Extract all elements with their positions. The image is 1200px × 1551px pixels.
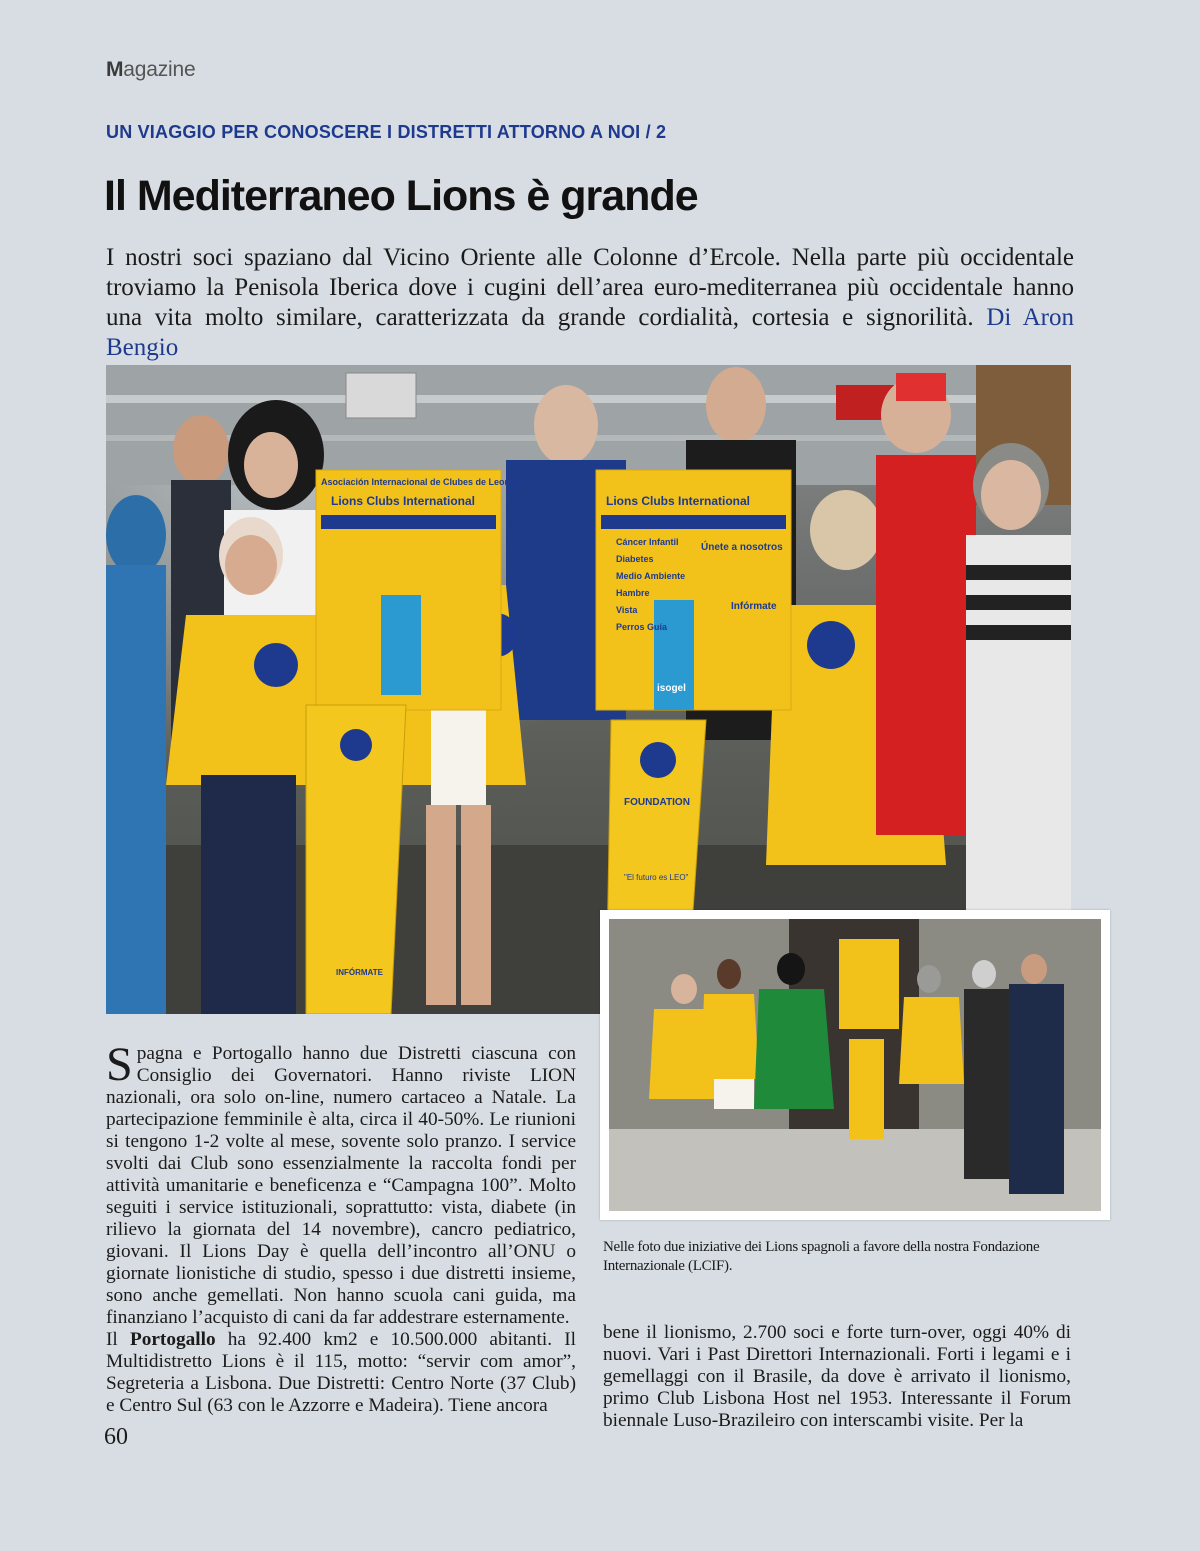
body-paragraph-2-prefix: Il [106,1329,130,1350]
banner-association-text: Asociación Internacional de Clubes de Leones [321,477,521,487]
banner-item-1: Cáncer Infantil [616,537,679,547]
body-paragraph-2 [106,1329,576,1417]
banner-item-5: Vista [616,605,638,615]
banner-join-text: Únete a nosotros [701,542,783,553]
banner-item-3: Medio Ambiente [616,571,686,581]
banner-informate-text: Infórmate [731,601,777,612]
informate-footer: INFÓRMATE [336,968,383,977]
banner-title-right: Lions Clubs International [606,494,751,508]
body-column-right [603,1322,1071,1432]
photo-caption: Nelle foto due iniziative dei Lions spagnoli a favore della nostra Fondazione Internazionale (LCIF). [603,1239,1040,1274]
article-headline: Il Mediterraneo Lions è grande [104,172,698,220]
banner-item-6: Perros Guía [616,622,668,632]
inset-photo-frame [600,910,1110,1220]
sanitizer-label: isogel [657,683,686,694]
banner-title-left: Lions Clubs International [331,494,476,508]
article-kicker: UN VIAGGIO PER CONOSCERE I DISTRETTI ATTORNO A NOI / 2 [106,122,667,142]
foundation-label: FOUNDATION [624,797,690,808]
body-paragraph-1 [106,1038,576,1329]
author-byline: Di Aron Bengio [106,304,1075,361]
inset-photo-illustration [609,919,1101,1211]
body-paragraph-3: bene il lionismo, 2.700 soci e forte turn-over, oggi 40% di nuovi. Vari i Past Direttori Internazionali. Forti i legami e i gemellaggi con il Brasile, da dove è arrivato il lionismo, primo Club Lisbona Host nel 1953. Interessante il Forum biennale Luso-Brazileiro con interscambi visite. Per la [603,1322,1071,1431]
banner-item-2: Diabetes [616,554,654,564]
leo-label: "El futuro es LEO" [624,873,689,882]
section-label-initial: M [106,58,124,81]
body-paragraph-1-text: pagna e Portogallo hanno due Distretti ciascuna con Consiglio dei Governatori. Hanno riviste LION nazionali, ora solo on-line, numero cartaceo a Natale. La partecipazione femminile è alta, circa il 40-50%. Le riunioni si tengono 1-2 volte al mese, sovente solo pranzo. I service svolti dai Club sono essenzialmente la raccolta fondi per attività umanitarie e beneficenza e “Campagna 100”. Molto seguiti i service istituzionali, soprattutto: vista, diabete (in rilievo la giornata del 14 novembre), cancro pediatrico, giovani. Il Lions Day è quella dell’incontro all’ONU o giornate lionistiche di studio, spesso i due distretti insieme, sono anche gemellati. Non hanno scuola cani guida, ma finanziano l’acquisto di cani da far addestrare esternamente. [106,1043,576,1328]
lead-text: I nostri soci spaziano dal Vicino Oriente alle Colonne d’Ercole. Nella parte più occidentale troviamo la Penisola Iberica dove i cugini dell’area euro-mediterranea più occidentale hanno una vita molto similare, caratterizzata da grande cordialità, cortesia e signorilità. [106,244,1074,331]
section-label [106,58,195,82]
page-number: 60 [104,1424,128,1450]
body-column-left [106,1038,576,1417]
section-label-rest: agazine [123,58,196,81]
body-paragraph-2-bold: Portogallo [129,1329,216,1350]
body-paragraph-2-rest: ha 92.400 km2 e 10.500.000 abitanti. Il Multidistretto Lions è il 115, motto: “servir com amor”, Segreteria a Lisbona. Due Distretti: Centro Norte (37 Club) e Centro Sul (63 con le Azzorre e Madeira). Tiene ancora [106,1329,576,1416]
article-lead [106,243,1074,363]
dropcap: S [106,1038,133,1091]
banner-item-4: Hambre [616,588,650,598]
inset-photo [609,919,1101,1211]
